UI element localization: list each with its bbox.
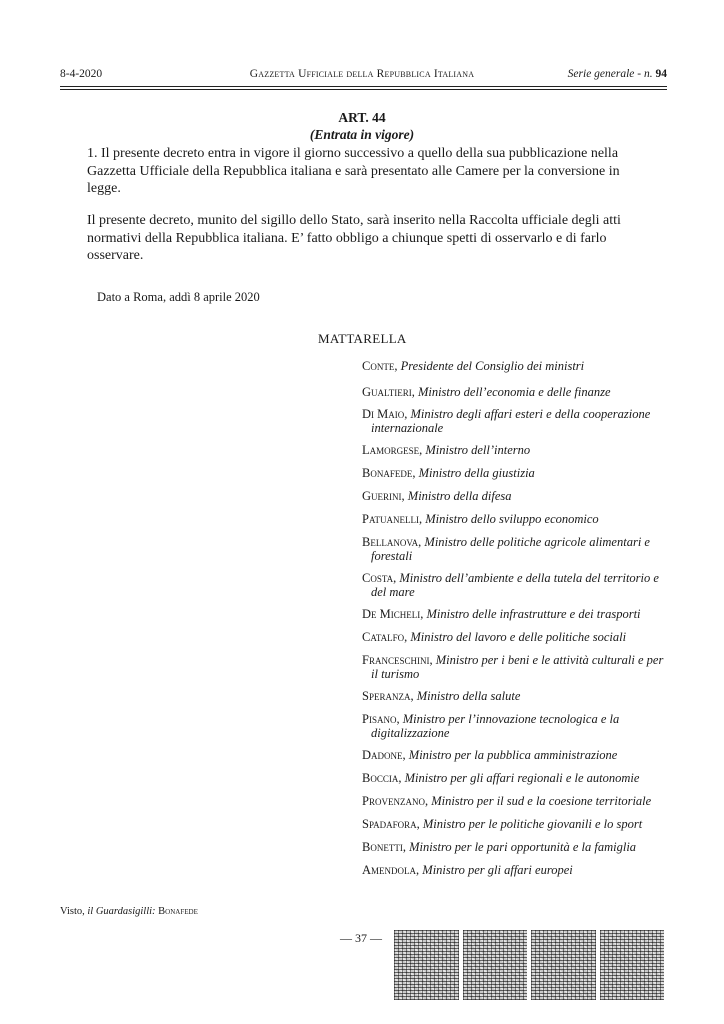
minister-entry: Boccia, Ministro per gli affari regionali e le autonomie [362, 771, 640, 785]
page-number: — 37 — [340, 931, 382, 945]
header-publication-title: Gazzetta Ufficiale della Repubblica Italiana [249, 68, 475, 80]
minister-role: Ministro per le politiche giovanili e lo sport [422, 817, 643, 831]
minister-role: Ministro dello sviluppo economico [425, 512, 599, 526]
minister-role: Ministro della difesa [407, 489, 512, 503]
minister-role: Ministro dell’economia e delle finanze [417, 385, 611, 399]
minister-role: Ministro per i beni e le attività culturali e per il turismo [371, 653, 664, 681]
header-serie-number: 94 [655, 68, 667, 80]
minister-entry: Gualtieri, Ministro dell’economia e delle finanze [362, 385, 611, 399]
dato-a-roma: Dato a Roma, addì 8 aprile 2020 [97, 290, 260, 304]
minister-role: Ministro per la pubblica amministrazione [408, 748, 618, 762]
minister-role: Presidente del Consiglio dei ministri [400, 359, 585, 373]
header-rule-top [60, 86, 667, 87]
visto-prefix: Visto, [60, 906, 88, 917]
minister-role: Ministro per gli affari europei [422, 863, 573, 877]
article-title: ART. 44 [338, 110, 386, 125]
minister-entry: Dadone, Ministro per la pubblica amministrazione [362, 748, 618, 762]
barcode-block [531, 930, 596, 1000]
minister-name: Pisano [362, 712, 397, 726]
visto-italic: il Guardasigilli: [87, 906, 156, 917]
minister-role: Ministro della salute [416, 689, 521, 703]
minister-name: Di Maio [362, 407, 405, 421]
minister-role: Ministro per il sud e la coesione territoriale [431, 794, 652, 808]
minister-name: Guerini [362, 489, 402, 503]
minister-name: Boccia [362, 771, 399, 785]
minister-name: Dadone [362, 748, 403, 762]
minister-entry: Di Maio, Ministro degli affari esteri e della cooperazione internazionale [362, 407, 651, 435]
minister-entry: Catalfo, Ministro del lavoro e delle politiche sociali [362, 630, 627, 644]
minister-name: Spadafora [362, 817, 417, 831]
minister-name: Catalfo [362, 630, 405, 644]
barcode-block [394, 930, 459, 1000]
minister-role: Ministro dell’interno [425, 443, 531, 457]
minister-name: Conte [362, 359, 395, 373]
minister-entry: Spadafora, Ministro per le politiche giovanili e lo sport [362, 817, 643, 831]
minister-entry: Bellanova, Ministro delle politiche agricole alimentari e forestali [362, 535, 650, 563]
minister-role: Ministro dell’ambiente e della tutela del territorio e del mare [371, 571, 659, 599]
barcode-noise-strip [394, 930, 664, 1000]
header-serie [568, 68, 667, 80]
minister-role: Ministro per le pari opportunità e la famiglia [409, 840, 637, 854]
visto-guardasigilli [60, 906, 198, 917]
minister-entry: Amendola, Ministro per gli affari europei [362, 863, 573, 877]
article-paragraph-2: Il presente decreto, munito del sigillo dello Stato, sarà inserito nella Raccolta ufficiale degli atti normativi della Repubblica italiana. E’ fatto obbligo a chiunque spetti di osservarlo e di farlo osservare. [87, 213, 621, 263]
minister-role: Ministro del lavoro e delle politiche sociali [410, 630, 627, 644]
minister-entry: Pisano, Ministro per l’innovazione tecnologica e la digitalizzazione [362, 712, 620, 740]
header-date: 8-4-2020 [60, 68, 103, 80]
minister-name: Patuanelli [362, 512, 419, 526]
president-signature: MATTARELLA [318, 331, 407, 346]
minister-role: Ministro delle politiche agricole alimentari e forestali [371, 535, 650, 563]
minister-entry: Bonetti, Ministro per le pari opportunità e la famiglia [362, 840, 637, 854]
visto-name: Bonafede [158, 906, 198, 917]
minister-role: Ministro per gli affari regionali e le autonomie [404, 771, 640, 785]
article-paragraph-1: 1. Il presente decreto entra in vigore il giorno successivo a quello della sua pubblicazione nella Gazzetta Ufficiale della Repubblica italiana e sarà presentato alle Camere per la conversione in legge. [87, 146, 620, 196]
minister-entry: Franceschini, Ministro per i beni e le attività culturali e per il turismo [362, 653, 664, 681]
minister-entry: Guerini, Ministro della difesa [362, 489, 512, 503]
minister-role: Ministro per l’innovazione tecnologica e la digitalizzazione [371, 712, 620, 740]
minister-entry: Lamorgese, Ministro dell’interno [362, 443, 531, 457]
minister-entry: Costa, Ministro dell’ambiente e della tutela del territorio e del mare [362, 571, 659, 599]
article-subtitle: (Entrata in vigore) [309, 127, 415, 142]
minister-entry: Patuanelli, Ministro dello sviluppo economico [362, 512, 599, 526]
minister-name: Speranza [362, 689, 411, 703]
minister-name: Provenzano [362, 794, 425, 808]
minister-entry: Speranza, Ministro della salute [362, 689, 521, 703]
minister-role: Ministro degli affari esteri e della cooperazione internazionale [371, 407, 651, 435]
minister-name: Franceschini [362, 653, 430, 667]
minister-name: Bellanova [362, 535, 419, 549]
minister-name: De Micheli [362, 607, 421, 621]
minister-name: Amendola [362, 863, 417, 877]
minister-entry: Bonafede, Ministro della giustizia [362, 466, 535, 480]
barcode-block [463, 930, 528, 1000]
minister-entry: Provenzano, Ministro per il sud e la coesione territoriale [362, 794, 652, 808]
minister-name: Lamorgese [362, 443, 420, 457]
minister-name: Bonafede [362, 466, 413, 480]
minister-role: Ministro della giustizia [418, 466, 535, 480]
minister-role: Ministro delle infrastrutture e dei trasporti [426, 607, 641, 621]
minister-name: Costa [362, 571, 394, 585]
minister-name: Gualtieri [362, 385, 412, 399]
barcode-block [600, 930, 665, 1000]
minister-entry: Conte, Presidente del Consiglio dei ministri [362, 359, 585, 373]
minister-entry: De Micheli, Ministro delle infrastrutture e dei trasporti [362, 607, 641, 621]
header-rule-bottom [60, 89, 667, 90]
minister-name: Bonetti [362, 840, 403, 854]
header-serie-label: Serie generale - n. [567, 68, 653, 80]
